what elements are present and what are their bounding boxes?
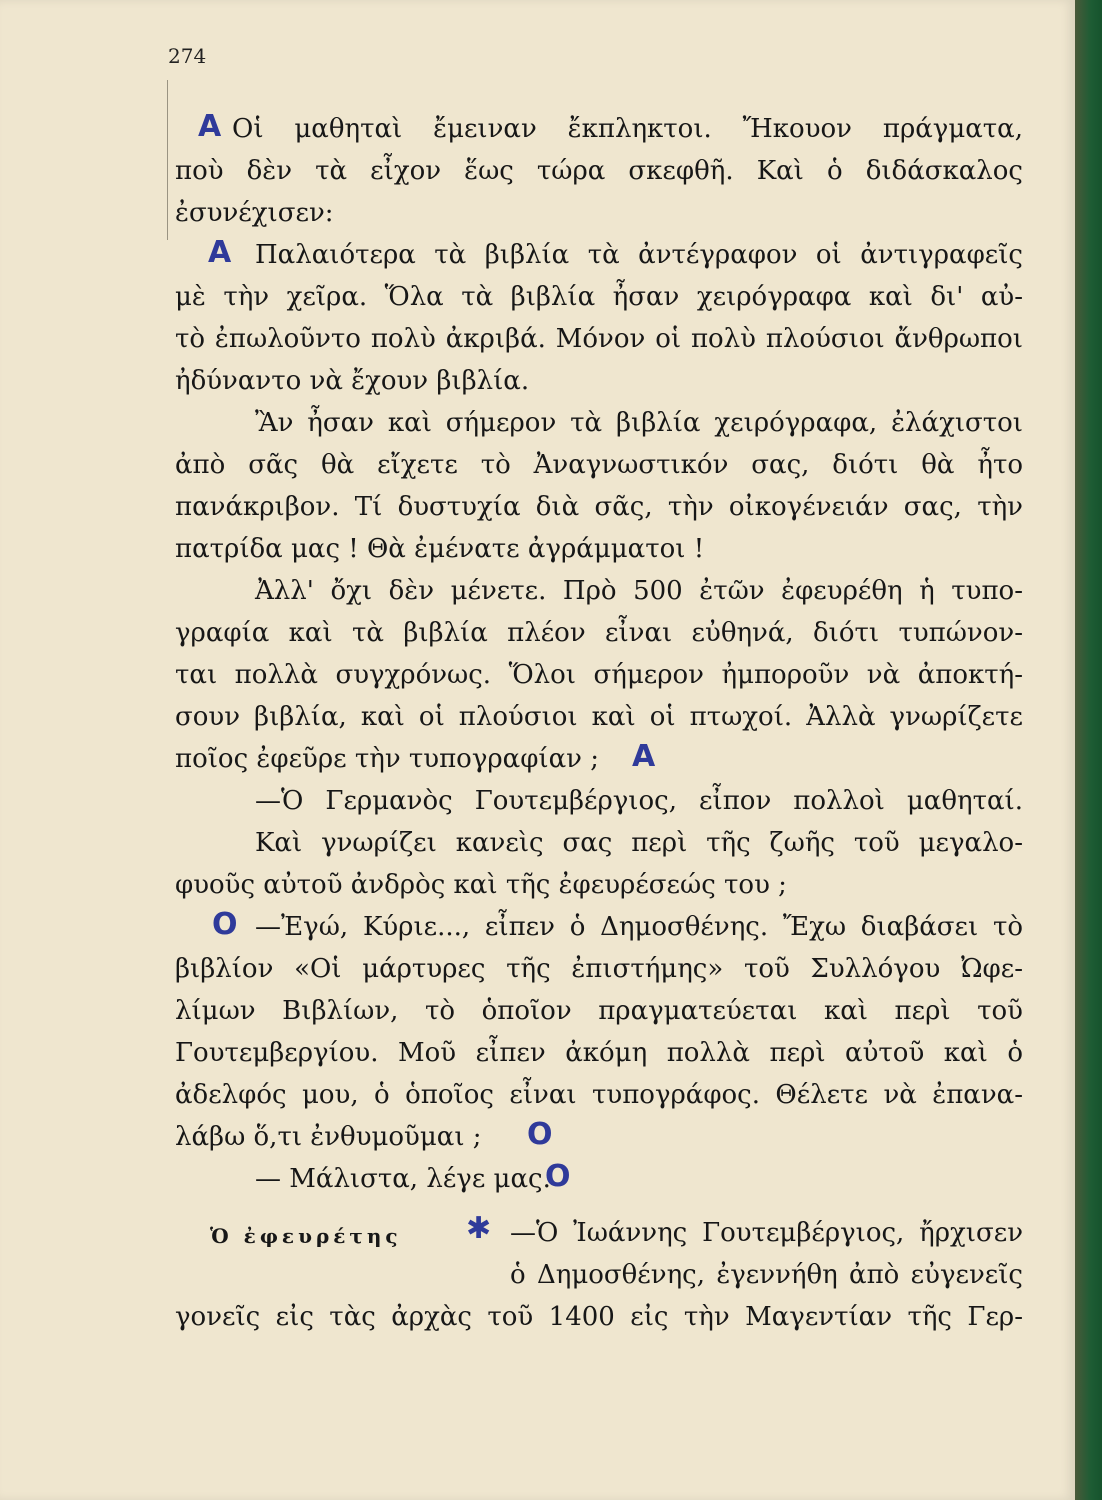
page-number: 274 — [168, 44, 207, 68]
text-line-24: ἀδελφός μου, ὁ ὁποῖος εἶναι τυπογράφος. Θέλετε νὰ ἐπανα- — [175, 1080, 1023, 1110]
text-line-14: ται πολλὰ συγχρόνως. Ὅλοι σήμερον ἠμποροῦν νὰ ἀποκτή- — [175, 660, 1023, 690]
text-line-13: γραφία καὶ τὰ βιβλία πλέον εἶναι εὐθηνά, διότι τυπώνον- — [175, 618, 1023, 648]
text-line-17: —Ὁ Γερμανὸς Γουτεμβέργιος, εἶπον πολλοὶ μαθηταί. — [255, 786, 1023, 816]
text-line-5: μὲ τὴν χεῖρα. Ὅλα τὰ βιβλία ἦσαν χειρόγραφα καὶ δι' αὐ- — [175, 282, 1023, 312]
pen-mark-o: O — [527, 1117, 553, 1152]
pen-mark-a: A — [198, 109, 222, 144]
text-line-3: ἐσυνέχισεν: — [175, 198, 334, 228]
text-line-16: ποῖος ἐφεῦρε τὴν τυπογραφίαν ; — [175, 744, 599, 774]
text-line-27: —Ὁ Ἰωάννης Γουτεμβέργιος, ἤρχισεν — [510, 1218, 1023, 1248]
text-line-10: πανάκριβον. Τί δυστυχία διὰ σᾶς, τὴν οἰκογένειάν σας, τὴν — [175, 492, 1023, 522]
text-line-21: βιβλίον «Οἱ μάρτυρες τῆς ἐπιστήμης» τοῦ Συλλόγου Ὠφε- — [175, 954, 1023, 984]
text-line-19: φυοῦς αὐτοῦ ἀνδρὸς καὶ τῆς ἐφευρέσεώς του ; — [175, 870, 787, 900]
text-line-26: — Μάλιστα, λέγε μας. — [255, 1164, 551, 1194]
text-line-4: Παλαιότερα τὰ βιβλία τὰ ἀντέγραφον οἱ ἀντιγραφεῖς — [255, 240, 1023, 270]
pen-mark-o: O — [212, 907, 238, 942]
pen-mark-o: O — [545, 1159, 571, 1194]
text-line-18: Καὶ γνωρίζει κανεὶς σας περὶ τῆς ζωῆς τοῦ μεγαλο- — [255, 828, 1023, 858]
text-line-1: Οἱ μαθηταὶ ἔμειναν ἔκπληκτοι. Ἤκουον πράγματα, — [232, 114, 1023, 144]
text-line-28: ὁ Δημοσθένης, ἐγεννήθη ἀπὸ εὐγενεῖς — [510, 1260, 1023, 1290]
text-line-6: τὸ ἐπωλοῦντο πολὺ ἀκριβά. Μόνον οἱ πολὺ πλούσιοι ἄνθρωποι — [175, 324, 1023, 354]
text-line-11: πατρίδα μας ! Θὰ ἐμένατε ἀγράμματοι ! — [175, 534, 705, 564]
book-cover-edge — [1075, 0, 1102, 1500]
text-line-25: λάβω ὅ,τι ἐνθυμοῦμαι ; — [175, 1122, 482, 1152]
text-line-29: γονεῖς εἰς τὰς ἀρχὰς τοῦ 1400 εἰς τὴν Μαγεντίαν τῆς Γερ- — [175, 1302, 1023, 1332]
text-line-12: Ἀλλ' ὄχι δὲν μένετε. Πρὸ 500 ἐτῶν ἐφευρέθη ἡ τυπο- — [255, 576, 1023, 606]
margin-rule — [167, 80, 168, 240]
text-line-22: λίμων Βιβλίων, τὸ ὁποῖον πραγματεύεται καὶ περὶ τοῦ — [175, 996, 1023, 1026]
text-line-20: —Ἐγώ, Κύριε..., εἶπεν ὁ Δημοσθένης. Ἔχω διαβάσει τὸ — [255, 912, 1023, 942]
text-line-9: ἀπὸ σᾶς θὰ εἴχετε τὸ Ἀναγνωστικόν σας, διότι θὰ ἦτο — [175, 450, 1023, 480]
text-line-8: Ἂν ἦσαν καὶ σήμερον τὰ βιβλία χειρόγραφα, ἐλάχιστοι — [255, 408, 1023, 438]
text-line-7: ἠδύναντο νὰ ἔχουν βιβλία. — [175, 366, 530, 396]
text-line-23: Γουτεμβεργίου. Μοῦ εἶπεν ἀκόμη πολλὰ περὶ αὐτοῦ καὶ ὁ — [175, 1038, 1023, 1068]
text-line-15: σουν βιβλία, καὶ οἱ πλούσιοι καὶ οἱ πτωχοί. Ἀλλὰ γνωρίζετε — [175, 702, 1023, 732]
pen-mark-star: ✱ — [466, 1211, 492, 1246]
pen-mark-a: A — [208, 235, 232, 270]
side-heading: Ὁ ἐφευρέτης — [210, 1224, 402, 1248]
text-line-2: ποὺ δὲν τὰ εἶχον ἕως τώρα σκεφθῆ. Καὶ ὁ διδάσκαλος — [175, 156, 1023, 186]
pen-mark-a: A — [632, 739, 656, 774]
